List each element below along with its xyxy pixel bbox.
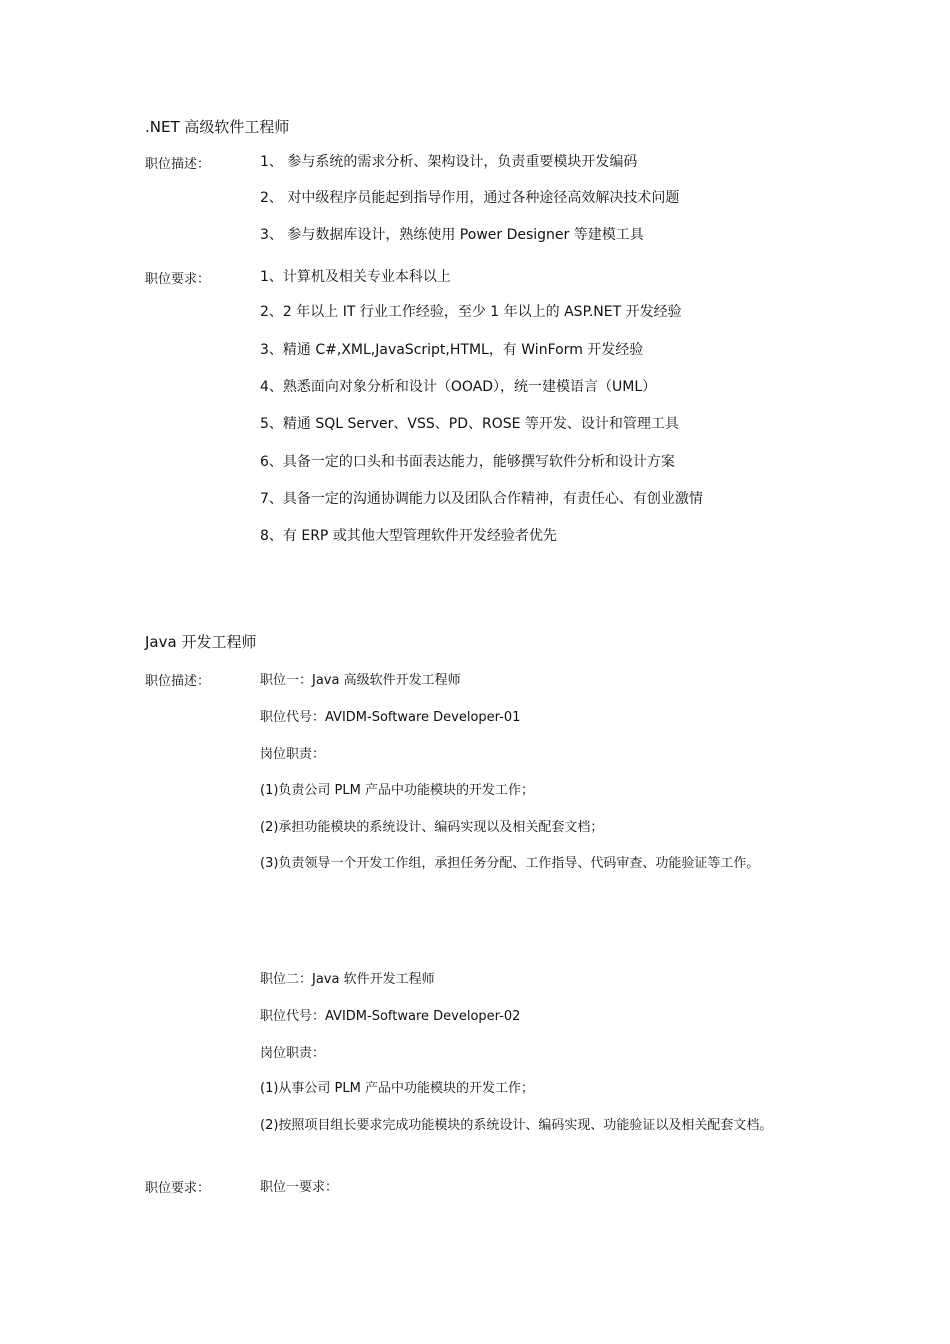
net-desc-label: 职位描述：	[145, 157, 211, 172]
java-section-title: Java 开发工程师	[145, 633, 257, 651]
java-pos1-line: 岗位职责：	[260, 747, 326, 762]
java-pos1-line: (3)负责领导一个开发工作组，承担任务分配、工作指导、代码审查、功能验证等工作。	[260, 856, 760, 871]
java-pos2-line: 岗位职责：	[260, 1046, 326, 1061]
java-pos2-line: (2)按照项目组长要求完成功能模块的系统设计、编码实现、功能验证以及相关配套文档。	[260, 1118, 773, 1133]
net-req-item: 7、具备一定的沟通协调能力以及团队合作精神，有责任心、有创业激情	[260, 491, 703, 507]
java-req-first: 职位一要求：	[260, 1180, 339, 1195]
net-desc-item: 1、 参与系统的需求分析、架构设计，负责重要模块开发编码	[260, 154, 638, 170]
java-desc-label: 职位描述：	[145, 674, 211, 689]
net-desc-item: 3、 参与数据库设计，熟练使用 Power Designer 等建模工具	[260, 227, 644, 243]
net-req-item: 8、有 ERP 或其他大型管理软件开发经验者优先	[260, 528, 557, 544]
java-pos1-line: 职位代号：AVIDM-Software Developer-01	[260, 710, 521, 725]
net-req-item: 2、2 年以上 IT 行业工作经验，至少 1 年以上的 ASP.NET 开发经验	[260, 304, 682, 320]
net-req-item: 3、精通 C#,XML,JavaScript,HTML，有 WinForm 开发经验	[260, 342, 644, 358]
java-pos2-line: 职位代号：AVIDM-Software Developer-02	[260, 1009, 521, 1024]
net-desc-item: 2、 对中级程序员能起到指导作用，通过各种途径高效解决技术问题	[260, 190, 680, 206]
net-req-item: 6、具备一定的口头和书面表达能力，能够撰写软件分析和设计方案	[260, 454, 675, 470]
net-req-item: 1、计算机及相关专业本科以上	[260, 269, 451, 285]
net-req-item: 4、熟悉面向对象分析和设计（OOAD），统一建模语言（UML）	[260, 379, 657, 395]
net-req-label: 职位要求：	[145, 272, 211, 287]
java-pos2-line: (1)从事公司 PLM 产品中功能模块的开发工作；	[260, 1081, 534, 1096]
java-pos1-line: 职位一：Java 高级软件开发工程师	[260, 673, 461, 688]
java-pos1-line: (2)承担功能模块的系统设计、编码实现以及相关配套文档；	[260, 820, 604, 835]
java-pos1-line: (1)负责公司 PLM 产品中功能模块的开发工作；	[260, 783, 534, 798]
net-req-item: 5、精通 SQL Server、VSS、PD、ROSE 等开发、设计和管理工具	[260, 416, 679, 432]
net-section-title: .NET 高级软件工程师	[145, 118, 290, 136]
java-pos2-line: 职位二：Java 软件开发工程师	[260, 972, 435, 987]
java-req-label: 职位要求：	[145, 1181, 211, 1196]
